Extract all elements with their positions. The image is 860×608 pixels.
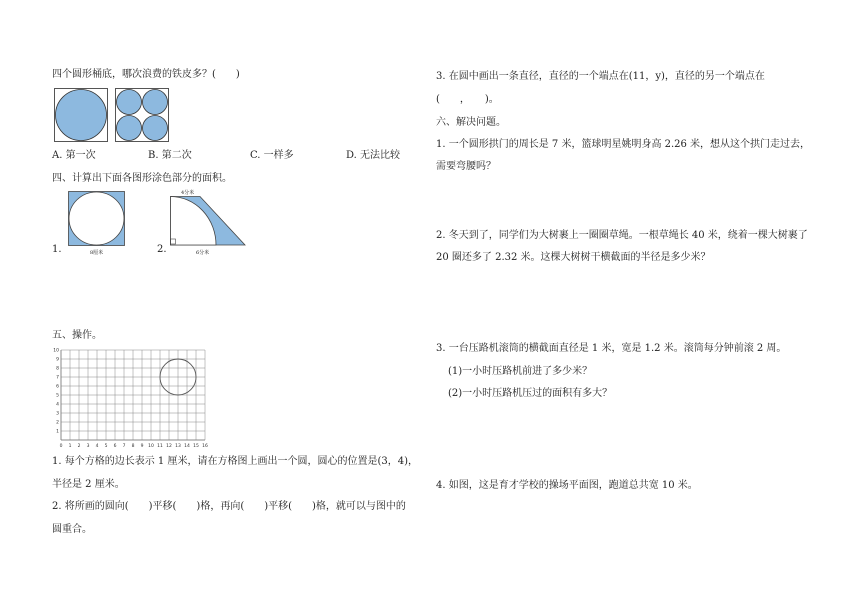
operation-2-line1: 2. 将所画的圆向( )平移( )格，再向( )平移( )格，就可以与图中的	[52, 501, 406, 512]
problem-3-sub2: (2)一小时压路机压过的面积有多大？	[448, 388, 613, 399]
section-5-title: 五、操作。	[52, 330, 102, 341]
grid-x-tick-label: 10	[148, 444, 154, 449]
grid-x-tick-label: 3	[86, 444, 90, 449]
operation-2-line2: 圆重合。	[52, 524, 92, 535]
choice-a: A. 第一次	[52, 150, 96, 161]
question-intro: 四个圆形桶底，哪次浪费的铁皮多？( )	[52, 69, 240, 80]
figure-one-circle	[54, 88, 108, 142]
figure-four-circles	[115, 88, 169, 142]
figure-2-top-label: 4分米	[181, 190, 195, 196]
grid-x-tick-label: 7	[122, 444, 126, 449]
coordinate-grid	[52, 348, 212, 448]
grid-x-tick-label: 4	[95, 444, 99, 449]
q3-line2: ( ， )。	[436, 94, 499, 105]
figure-1-label: 8厘米	[90, 250, 104, 256]
problem-4-line1: 4. 如图，这是育才学校的操场平面图，跑道总共宽 10 米。	[436, 480, 698, 491]
grid-x-tick-label: 0	[59, 444, 63, 449]
problem-3-line1: 3. 一台压路机滚筒的横截面直径是 1 米，宽是 1.2 米。滚筒每分钟前滚 2 周。	[436, 343, 787, 354]
operation-1-line1: 1. 每个方格的边长表示 1 厘米，请在方格图上画出一个圆，圆心的位置是(3，4)，	[52, 456, 418, 467]
section-4-title: 四、计算出下面各图形涂色部分的面积。	[52, 173, 232, 184]
grid-x-tick-label: 5	[104, 444, 108, 449]
figure-1-square-circle	[68, 191, 126, 247]
problem-3-sub1: (1)一小时压路机前进了多少米？	[448, 366, 593, 377]
grid-x-tick-label: 11	[157, 444, 163, 449]
grid-y-tick-label: 1	[56, 429, 59, 435]
q3-line1: 3. 在圆中画出一条直径，直径的一个端点在(11，y)，直径的另一个端点在	[436, 71, 765, 82]
operation-1-line2: 半径是 2 厘米。	[52, 479, 125, 490]
grid-x-tick-label: 16	[202, 444, 208, 449]
grid-x-tick-label: 15	[193, 444, 199, 449]
grid-y-tick-label: 8	[56, 366, 59, 372]
figure-2-bottom-label: 6分米	[196, 250, 210, 256]
grid-x-tick-label: 6	[113, 444, 117, 449]
grid-x-tick-label: 2	[77, 444, 81, 449]
figure-2-number: 2.	[157, 244, 167, 255]
grid-x-tick-label: 12	[166, 444, 172, 449]
grid-x-tick-label: 1	[68, 444, 72, 449]
grid-y-tick-label: 3	[56, 411, 59, 417]
choice-d: D. 无法比较	[346, 150, 401, 161]
grid-x-tick-label: 14	[184, 444, 190, 449]
grid-y-tick-label: 4	[56, 402, 59, 408]
problem-2-line2: 20 圈还多了 2.32 米。这棵大树树干横截面的半径是多少米？	[436, 252, 711, 263]
grid-y-tick-label: 2	[56, 420, 59, 426]
grid-y-tick-label: 7	[56, 375, 59, 381]
figure-1-number: 1.	[52, 244, 62, 255]
problem-2-line1: 2. 冬天到了，同学们为大树裹上一圈圈草绳。一根草绳长 40 米，绕着一棵大树裹了	[436, 230, 808, 241]
grid-y-tick-label: 5	[56, 393, 59, 399]
grid-y-tick-label: 10	[53, 348, 59, 354]
grid-x-tick-label: 9	[140, 444, 144, 449]
grid-x-tick-label: 13	[175, 444, 181, 449]
figure-2-quarter-trapezoid	[170, 196, 246, 246]
section-6-title: 六、解决问题。	[436, 117, 506, 128]
grid-y-tick-label: 6	[56, 384, 59, 390]
problem-1-line1: 1. 一个圆形拱门的周长是 7 米，篮球明星姚明身高 2.26 米，想从这个拱门走过去，	[436, 139, 811, 150]
grid-x-tick-label: 8	[131, 444, 135, 449]
grid-y-tick-label: 9	[56, 357, 59, 363]
choice-c: C. 一样多	[250, 150, 294, 161]
choice-b: B. 第二次	[148, 150, 192, 161]
problem-1-line2: 需要弯腰吗？	[436, 161, 496, 172]
